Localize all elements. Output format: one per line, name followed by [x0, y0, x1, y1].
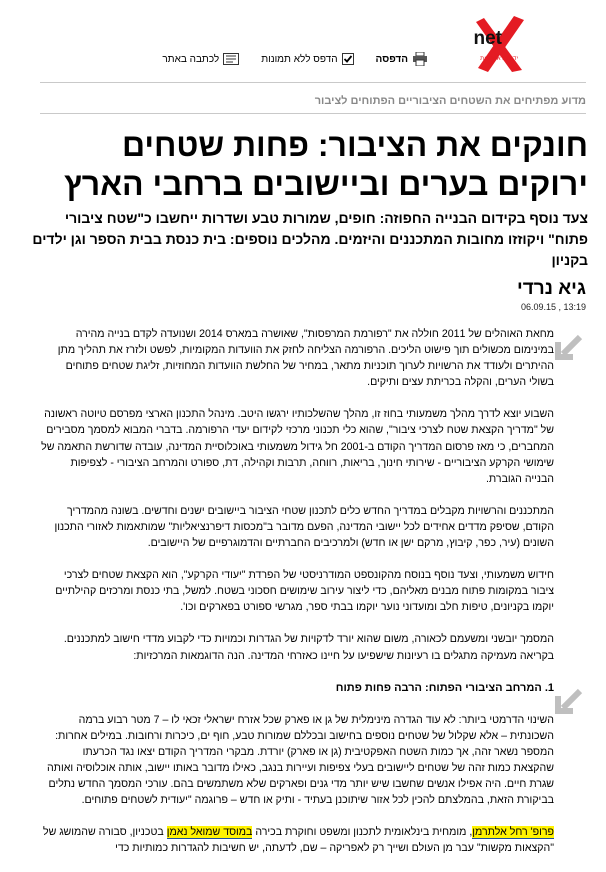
- highlighted-link[interactable]: פרופ' רחל אלתרמן: [472, 826, 554, 839]
- logo-tagline: ידיעות אחרונות: [480, 56, 518, 62]
- printer-icon: [412, 52, 428, 66]
- print-no-images-button[interactable]: [261, 53, 353, 65]
- print-no-images-label: הדפס ללא תמונות: [261, 53, 338, 65]
- article-link-button[interactable]: [162, 53, 239, 65]
- article-link-label: לכתבה באתר: [162, 53, 220, 65]
- print-button[interactable]: [376, 52, 428, 66]
- paragraph-text: , מומחית בינלאומית לתכנון ומשפט וחוקרת בכירה: [252, 826, 473, 839]
- ynet-logo[interactable]: [474, 14, 544, 76]
- paragraph: חידוש משמעותי, וצעד נוסף בנוסח מהקונספט המודרניסטי של הפרדת "יעודי הקרקע", הוא הקצאת שטחים לצרכי ציבור במקומות פתוח מבנים מאליהם, כדי ליצור עירוב שימושים חסכוני בשטח. למשל, בתי כנסת ומרכזים קהילתיים יוקמו בקניונים, טיפות חלב ומועדוני נוער יוקמו בבתי ספר, מגרשי ספורט בפארקים וכו'.: [55, 569, 554, 614]
- paragraph: המסמך יובשני ומשעמם לכאורה, משום שהוא יורד לדקויות של הגדרות וכמויות כדי לקבוע מדדי חישוב למתכננים. בקריאה מעמיקה מתגלים בו רעיונות שישפיעו על חיינו כאזרחי המדינה. הנה הדוגמאות המרכזיות:: [63, 633, 554, 662]
- paragraph: השינוי הדרמטי ביותר: לא עוד הגדרה מינימלית של גן או פארק שכל אזרח ישראלי זכאי לו – 7 מטר רבוע ברמה השכונתית – אלא שקלול של שטחים נוספים בחישוב ובכללם שמורות טבע, חוף ים, כיכרות ורחובות. במילים אחרות: המספר נשאר זהה, אך כמות השטח האפקטיבית (גן או פארק) יורדת. מבקרי המדריך הקודם יצאו נגד הכרעתו שהקצאת כמות זהה של שטחים ליישובים בעלי צפיפות ועיירות בנגב, כאילו מדובר באותו יישוב, אותה אוכלוסיה ואותה שגרת חיים. היה אפילו אנשים שחשבו שיש יותר מדי גנים ופארקים שלא משתמשים בהם. עורכי המסמך החדש נתלים בביקורת הזאת, בהמלצתם להכין לכל אזור שיתוכנן בעתיד - ותיק או חדש – פרוגמה "יעודית לשטחים פתוחים.: [46, 713, 554, 807]
- print-label: הדפסה: [375, 53, 408, 65]
- headline: חונקים את הציבור: פחות שטחים ירוקים בערים וביישובים ברחבי הארץ: [64, 127, 588, 202]
- checkbox-icon: [342, 53, 354, 65]
- section-divider: [40, 113, 586, 114]
- header-divider: [40, 82, 586, 83]
- paragraph: השבוע יוצא לדרך מהלך משמעותי בחוז זו, מהלך שהשלכותיו ירגשו היטב. מינהל התכנון הארצי מפרסם טיוטה ראשונה של "מדריך הקצאת שטח לצרכי ציבור", שהוא כלי תכנוני מרכזי לקידום יעדי הרפורמה. בדברי המבוא למסמך מסבירים המחברים, כי מאז פרסום המדריך הקודם ב-2001 חל גידול משמעותי באוכלוסיית המדינה, עובדה שדורשת התאמה של שימושי הקרקע הציבוריים - שירותי חינוך, בריאות, רווחה, תרבות וקהילה, דת, ספורט והמרחב הציבורי - לצפיפות הבנייה הגוברת.: [41, 408, 554, 485]
- paragraph: מחאת האוהלים של 2011 חוללה את "רפורמת המרפסות", שאושרה במארס 2014 ושנועדה לקדם בנייה מהירה במינימום מכשולים תוך פישוט הליכים. הרפורמה הצליחה לחזק את הוועדות המקומיות, לפשט ולזרז את תהליך מתן ההיתרים ולעודד את הרשויות לערוך תוכניות מתאר, במחיר של החלשת הוועדות המחוזיות, זליגת שטחים פתוחים בשולי הערים, והקלה בכריתת עצים ותיקים.: [57, 328, 554, 389]
- paragraph: המתכננים והרשויות מקבלים במדריך החדש כלים לתכנון שטחי הציבור ביישובים ישנים וחדשים. בשונה מהמדריך הקודם, שסיפק מדדים אחידים לכל יישובי המדינה, הפעם מדובר ב"מכסות דיפרנציאליות" שמותאמות לאזורי התכנון השונים (עיר, כפר, קיבוץ, מרקם ישן או חדש) ולמרכיבים החברתיים והדמוגרפיים של היישובים.: [54, 504, 554, 550]
- article-icon: [223, 53, 239, 65]
- section-label: מדוע מפתיחים את השטחים הציבוריים הפתוחים לציבור: [314, 95, 586, 107]
- logo-brand: net: [474, 28, 502, 49]
- article-body: [40, 326, 554, 872]
- paragraph-last: [40, 824, 554, 856]
- arrow-icon: [553, 686, 583, 716]
- publish-date: 06.09.15 , 13:19: [520, 302, 586, 312]
- section-heading: 1. המרחב הציבורי הפתוח: הרבה פחות פתוח: [335, 681, 554, 694]
- highlighted-link[interactable]: במוסד שמואל נאמן: [166, 826, 253, 839]
- article-toolbar: [162, 52, 428, 66]
- subheadline: צעד נוסף בקידום הבנייה החפוזה: חופים, שמורות טבע ושדרות ייחשבו כ"שטח ציבורי פתוח" ויקוזזו מחובות המתכננים והיזמים. מהלכים נוספים: בית כנסת בבית הספר וגן ילדים בקניון: [32, 210, 588, 268]
- author-name: גיא נרדי: [516, 278, 586, 299]
- paragraph-text: בטכניון, סבורה שהמושג של "הקצאות מקשות" עבר מן העולם ושייך רק לאפריקה – שם, לדעתה, יש חשיבות להגדרות כמותיות כדי: [42, 826, 554, 855]
- arrow-icon: [553, 332, 583, 362]
